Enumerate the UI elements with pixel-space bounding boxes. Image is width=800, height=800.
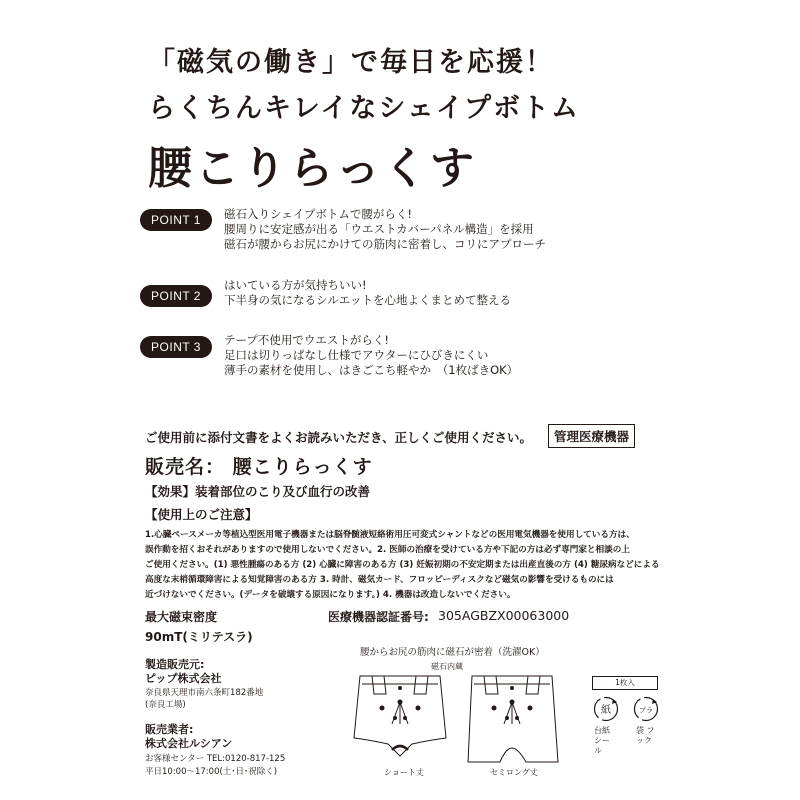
short-length-label: ショート丈 bbox=[384, 768, 424, 777]
approval-number-value: 305AGBZX00063000 bbox=[438, 608, 570, 623]
caution-line: 誤作動を招くおそれがありますので使用しないでください。2. 医師の治療を受けている方や下記の方は必ず専門家と相談の上 bbox=[145, 545, 630, 555]
plastic-recycle-label: 袋 フック bbox=[636, 726, 655, 745]
point-3-line: 薄手の素材を使用し、はきごこち軽やか （1枚ばきOK） bbox=[224, 363, 519, 377]
customer-center-hours: 平日10:00～17:00(土･日･祝除く) bbox=[145, 767, 278, 777]
caution-line: 1.心臓ペースメーカ等植込型医用電子機器または脳脊髄液短絡術用圧可変式シャントなどの医用電気機器を使用している方は、 bbox=[145, 530, 635, 540]
headline-tagline: 「磁気の働き」で毎日を応援！ bbox=[148, 47, 554, 78]
medical-device-class-badge: 管理医療機器 bbox=[548, 424, 635, 448]
paper-recycle-label: 台紙 シール bbox=[594, 726, 610, 755]
flux-density-value: 90mT(ミリテスラ) bbox=[145, 630, 253, 644]
distributor-title: 販売業者: bbox=[145, 723, 194, 736]
point-2-line: はいている方が気持ちいい! bbox=[224, 278, 367, 292]
caution-line: 高度な末梢循環障害による知覚障害のある方 3. 時計、磁気カード、フロッピーディスクなど磁気の影響を受けるものには bbox=[145, 575, 614, 585]
customer-center-contact: お客様センター TEL:0120-817-125 bbox=[145, 754, 286, 764]
quantity-box: 1枚入 bbox=[592, 676, 658, 690]
point-1-badge: POINT 1 bbox=[140, 209, 212, 231]
effect-statement: 【効果】装着部位のこり及び血行の改善 bbox=[145, 484, 371, 499]
manufacturer-address: 奈良県天理市南六条町182番地 bbox=[145, 688, 264, 698]
point-1-line: 腰周りに安定感が出る「ウエストカバーパネル構造」を採用 bbox=[224, 222, 534, 236]
manufacturer-title: 製造販売元: bbox=[145, 658, 205, 671]
caution-line: 近づけないでください。(データを破壊する原因になります。) 4. 機器は改造しないでください。 bbox=[145, 590, 516, 600]
usage-notice: ご使用前に添付文書をよくお読みいただき、正しくご使用ください。 bbox=[145, 430, 533, 445]
paper-recycle-mark: 紙 bbox=[601, 705, 611, 716]
approval-number-label: 医療機器認証番号: bbox=[328, 610, 429, 624]
diagram-caption: 腰からお尻の筋肉に磁石が密着（洗濯OK） bbox=[360, 647, 545, 658]
garment-diagram bbox=[350, 668, 570, 768]
point-2-line: 下半身の気になるシルエットを心地よくまとめて整える bbox=[224, 293, 511, 307]
distributor-name: 株式会社ルシアン bbox=[145, 737, 233, 750]
product-title: 腰こりらっくす bbox=[148, 143, 477, 194]
magnet-label: 磁石内蔵 bbox=[431, 662, 463, 671]
caution-title: 【使用上のご注意】 bbox=[145, 507, 258, 522]
point-3-text bbox=[224, 333, 518, 378]
semilong-length-label: セミロング丈 bbox=[490, 768, 538, 777]
point-1-line: 磁石が腰からお尻にかけての筋肉に密着し、コリにアプローチ bbox=[224, 237, 546, 251]
caution-body bbox=[145, 528, 660, 603]
point-2-badge: POINT 2 bbox=[140, 285, 212, 307]
paper-recycle-icon bbox=[593, 696, 619, 722]
point-3-line: 足口は切りっぱなし仕様でアウターにひびきにくい bbox=[224, 348, 489, 362]
plastic-recycle-icon bbox=[633, 696, 659, 722]
manufacturer-factory: (奈良工場) bbox=[145, 700, 186, 710]
manufacturer-name: ピップ株式会社 bbox=[145, 672, 222, 685]
caution-line: ご使用ください。(1) 悪性腫瘍のある方 (2) 心臓に障害のある方 (3) 妊娠初期の不安定期または出産直後の方 (4) 糖尿病などによる bbox=[145, 560, 660, 570]
point-1-line: 磁石入りシェイプボトムで腰がらく! bbox=[224, 207, 413, 221]
point-3-line: テープ不使用でウエストがらく! bbox=[224, 333, 390, 347]
headline-subtitle: らくちんキレイなシェイプボトム bbox=[148, 93, 581, 124]
sales-name: 販売名： 腰こりらっくす bbox=[145, 456, 373, 478]
flux-density-label: 最大磁束密度 bbox=[145, 610, 218, 624]
point-2-text bbox=[224, 278, 511, 308]
point-1-text bbox=[224, 207, 546, 252]
plastic-recycle-mark: プラ bbox=[639, 706, 653, 715]
point-3-badge: POINT 3 bbox=[140, 336, 212, 358]
